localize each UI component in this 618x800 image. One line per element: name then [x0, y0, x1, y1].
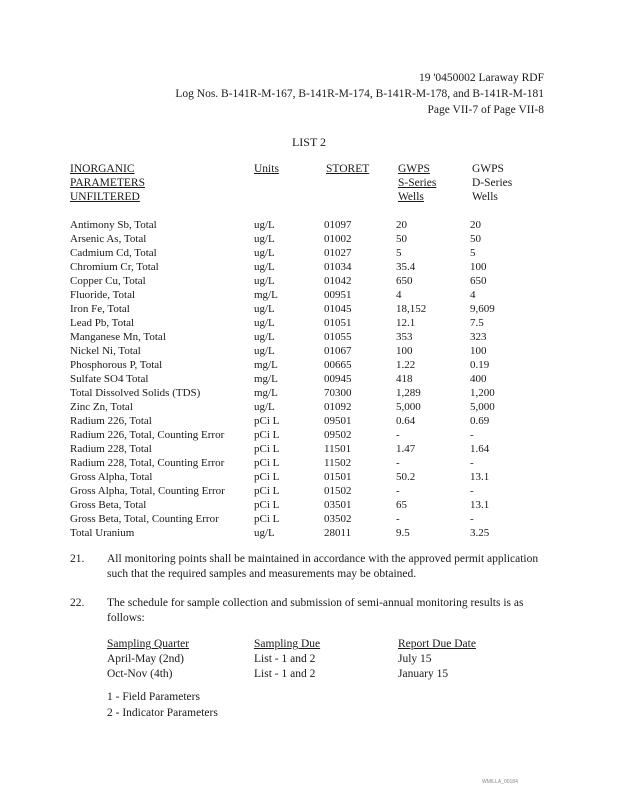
schedule-header-report: Report Due Date	[398, 638, 476, 650]
param-storet: 01034	[324, 261, 352, 273]
param-gwps-d: 20	[470, 219, 481, 231]
param-storet: 09502	[324, 429, 352, 441]
param-storet: 01067	[324, 345, 352, 357]
table-row	[70, 470, 530, 484]
param-unit: pCi L	[254, 415, 280, 427]
table-row	[70, 344, 530, 358]
param-gwps-d: -	[470, 457, 474, 469]
param-unit: ug/L	[254, 303, 275, 315]
param-name: Total Dissolved Solids (TDS)	[70, 387, 201, 399]
param-name: Zinc Zn, Total	[70, 401, 133, 413]
param-gwps-s: 100	[396, 345, 413, 357]
param-gwps-d: 5,000	[470, 401, 495, 413]
param-storet: 01027	[324, 247, 352, 259]
param-unit: ug/L	[254, 275, 275, 287]
param-name: Total Uranium	[70, 527, 135, 539]
param-storet: 01055	[324, 331, 352, 343]
param-storet: 03501	[324, 499, 352, 511]
param-storet: 00945	[324, 373, 352, 385]
param-storet: 00951	[324, 289, 352, 301]
param-gwps-d: 1.64	[470, 443, 490, 455]
bates-stamp: WMILLA_00184	[482, 779, 518, 785]
param-name: Phosphorous P, Total	[70, 359, 163, 371]
param-gwps-d: -	[470, 429, 474, 441]
table-row	[70, 316, 530, 330]
param-name: Cadmium Cd, Total	[70, 247, 157, 259]
paragraph-number: 21.	[70, 553, 85, 565]
table-row	[70, 274, 530, 288]
param-gwps-d: 4	[470, 289, 476, 301]
table-row	[70, 288, 530, 302]
param-name: Lead Pb, Total	[70, 317, 135, 329]
param-gwps-d: 1,200	[470, 387, 495, 399]
param-name: Gross Alpha, Total, Counting Error	[70, 485, 225, 497]
param-gwps-s: 12.1	[396, 317, 416, 329]
schedule-cell: List - 1 and 2	[254, 653, 316, 665]
col-header-gwps-s-series: GWPS S-Series Wells	[398, 163, 437, 203]
param-gwps-d: -	[470, 513, 474, 525]
param-name: Fluoride, Total	[70, 289, 136, 301]
table-row	[70, 414, 530, 428]
param-gwps-s: 18,152	[396, 303, 427, 315]
param-storet: 00665	[324, 359, 352, 371]
param-gwps-s: -	[396, 457, 400, 469]
schedule-cell: List - 1 and 2	[254, 668, 316, 680]
param-unit: ug/L	[254, 233, 275, 245]
param-unit: pCi L	[254, 499, 280, 511]
param-storet: 01092	[324, 401, 352, 413]
table-row	[70, 260, 530, 274]
param-unit: pCi L	[254, 443, 280, 455]
param-name: Gross Beta, Total, Counting Error	[70, 513, 219, 525]
param-unit: ug/L	[254, 247, 275, 259]
table-row	[70, 218, 530, 232]
param-unit: ug/L	[254, 401, 275, 413]
param-unit: pCi L	[254, 471, 280, 483]
param-gwps-d: 7.5	[470, 317, 484, 329]
param-gwps-s: 20	[396, 219, 407, 231]
param-unit: ug/L	[254, 527, 275, 539]
footnote-1: 1 - Field Parameters	[107, 691, 200, 703]
param-storet: 01042	[324, 275, 352, 287]
param-unit: mg/L	[254, 387, 278, 399]
param-gwps-d: 0.69	[470, 415, 490, 427]
list-title: LIST 2	[291, 135, 327, 149]
table-row	[70, 428, 530, 442]
table-row	[70, 526, 530, 540]
param-unit: ug/L	[254, 261, 275, 273]
table-row	[70, 330, 530, 344]
param-gwps-s: 650	[396, 275, 413, 287]
param-name: Radium 226, Total, Counting Error	[70, 429, 225, 441]
param-gwps-s: 65	[396, 499, 407, 511]
param-name: Antimony Sb, Total	[70, 219, 157, 231]
param-name: Radium 228, Total	[70, 443, 152, 455]
param-gwps-s: 4	[396, 289, 402, 301]
param-unit: pCi L	[254, 457, 280, 469]
param-gwps-s: 5,000	[396, 401, 421, 413]
param-storet: 01051	[324, 317, 352, 329]
param-gwps-s: 0.64	[396, 415, 416, 427]
param-storet: 28011	[324, 527, 352, 539]
table-row	[70, 386, 530, 400]
paragraph-text: The schedule for sample collection and submission of semi-annual monitoring results is as follows:	[107, 597, 524, 624]
paragraph-number: 22.	[70, 597, 85, 609]
param-unit: mg/L	[254, 359, 278, 371]
param-gwps-s: 50	[396, 233, 407, 245]
param-name: Gross Beta, Total	[70, 499, 147, 511]
param-storet: 01097	[324, 219, 352, 231]
param-name: Chromium Cr, Total	[70, 261, 159, 273]
param-gwps-d: 400	[470, 373, 487, 385]
param-gwps-s: 1,289	[396, 387, 421, 399]
param-gwps-s: 35.4	[396, 261, 416, 273]
schedule-cell: July 15	[398, 653, 432, 665]
param-gwps-d: 13.1	[470, 499, 490, 511]
param-unit: pCi L	[254, 513, 280, 525]
param-gwps-d: 650	[470, 275, 487, 287]
table-row	[70, 484, 530, 498]
param-unit: pCi L	[254, 429, 280, 441]
param-unit: ug/L	[254, 317, 275, 329]
param-storet: 01502	[324, 485, 352, 497]
table-row	[70, 512, 530, 526]
param-name: Nickel Ni, Total	[70, 345, 141, 357]
param-storet: 11501	[324, 443, 352, 455]
table-row	[70, 400, 530, 414]
param-gwps-d: 0.19	[470, 359, 490, 371]
col-header-storet: STORET	[326, 163, 370, 175]
param-name: Copper Cu, Total	[70, 275, 146, 287]
table-row	[70, 498, 530, 512]
param-gwps-s: -	[396, 513, 400, 525]
param-gwps-d: 3.25	[470, 527, 490, 539]
schedule-cell: April-May (2nd)	[107, 653, 184, 665]
param-gwps-s: 1.22	[396, 359, 416, 371]
table-row	[70, 456, 530, 470]
param-name: Sulfate SO4 Total	[70, 373, 149, 385]
param-gwps-d: 100	[470, 345, 487, 357]
param-gwps-s: -	[396, 485, 400, 497]
table-row	[70, 232, 530, 246]
param-storet: 01045	[324, 303, 352, 315]
schedule-due-column	[254, 637, 320, 682]
schedule-quarter-column	[107, 637, 189, 682]
param-gwps-s: 353	[396, 331, 413, 343]
col-header-parameters: INORGANIC PARAMETERS UNFILTERED	[70, 163, 145, 203]
schedule-cell: Oct-Nov (4th)	[107, 668, 173, 680]
param-storet: 01002	[324, 233, 352, 245]
paragraph-22	[70, 596, 540, 628]
param-gwps-s: 9.5	[396, 527, 410, 539]
param-name: Iron Fe, Total	[70, 303, 130, 315]
param-name: Arsenic As, Total	[70, 233, 147, 245]
param-gwps-s: 5	[396, 247, 402, 259]
param-storet: 03502	[324, 513, 352, 525]
param-storet: 11502	[324, 457, 352, 469]
paragraph-text: All monitoring points shall be maintained in accordance with the approved permit application such that the required samples and measurements may be obtained.	[107, 553, 539, 580]
param-gwps-d: 323	[470, 331, 487, 343]
param-gwps-d: 50	[470, 233, 481, 245]
param-unit: mg/L	[254, 289, 278, 301]
paragraph-21	[70, 552, 540, 584]
schedule-report-column	[398, 637, 476, 682]
param-gwps-d: 13.1	[470, 471, 490, 483]
param-name: Gross Alpha, Total	[70, 471, 153, 483]
param-name: Radium 226, Total	[70, 415, 152, 427]
param-gwps-d: 9,609	[470, 303, 495, 315]
table-row	[70, 372, 530, 386]
param-gwps-s: 50.2	[396, 471, 416, 483]
param-gwps-s: 418	[396, 373, 413, 385]
schedule-header-due: Sampling Due	[254, 638, 321, 650]
param-unit: mg/L	[254, 373, 278, 385]
param-unit: ug/L	[254, 219, 275, 231]
parameters-table	[70, 218, 530, 540]
param-name: Manganese Mn, Total	[70, 331, 166, 343]
table-row	[70, 358, 530, 372]
param-storet: 09501	[324, 415, 352, 427]
header-page-number: Page VII-7 of Page VII-8	[427, 104, 544, 116]
param-gwps-d: -	[470, 485, 474, 497]
header-permit-line: 19 '0450002 Laraway RDF	[418, 72, 544, 84]
param-gwps-d: 100	[470, 261, 487, 273]
param-unit: ug/L	[254, 345, 275, 357]
table-row	[70, 442, 530, 456]
schedule-cell: January 15	[398, 668, 449, 680]
param-name: Radium 228, Total, Counting Error	[70, 457, 225, 469]
table-row	[70, 246, 530, 260]
schedule-header-quarter: Sampling Quarter	[107, 638, 190, 650]
header-log-numbers: Log Nos. B-141R-M-167, B-141R-M-174, B-141R-M-178, and B-141R-M-181	[175, 88, 544, 100]
param-gwps-s: 1.47	[396, 443, 416, 455]
table-row	[70, 302, 530, 316]
param-unit: ug/L	[254, 331, 275, 343]
col-header-units: Units	[254, 163, 279, 175]
footnote-2: 2 - Indicator Parameters	[107, 707, 218, 719]
col-header-gwps-d-series: GWPS D-Series Wells	[472, 163, 513, 203]
param-storet: 70300	[324, 387, 352, 399]
param-gwps-s: -	[396, 429, 400, 441]
param-unit: pCi L	[254, 485, 280, 497]
param-gwps-d: 5	[470, 247, 476, 259]
param-storet: 01501	[324, 471, 352, 483]
